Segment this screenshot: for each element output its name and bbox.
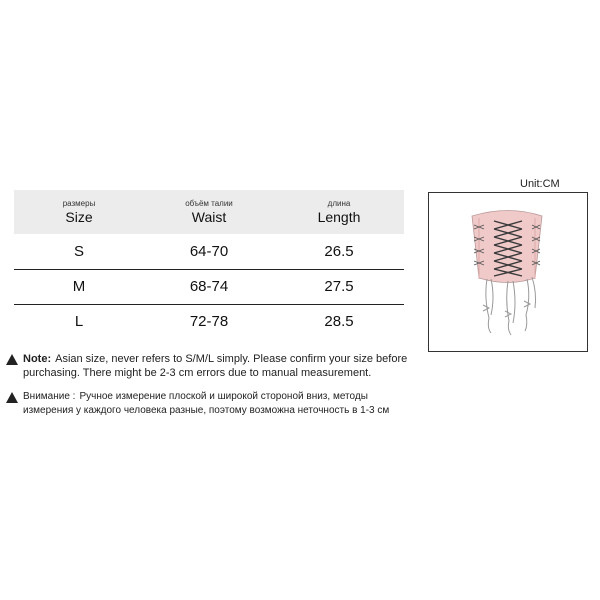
header-waist: [144, 190, 274, 234]
table-header-row: [14, 190, 404, 234]
table-row: [14, 304, 404, 339]
header-waist-en: Waist: [191, 208, 227, 225]
warning-icon: [6, 354, 18, 365]
header-length: [274, 190, 404, 234]
cell-size: M: [72, 278, 86, 295]
warning-icon: [6, 392, 18, 403]
ribbons: [483, 277, 536, 335]
header-size-en: Size: [65, 208, 93, 225]
cell-length: 26.5: [324, 242, 354, 260]
note-english-body: Asian size, never refers to S/M/L simply. Please confirm your size before purchasing. There might be 2-3 cm errors due to manual measurement.: [23, 353, 408, 379]
size-table: [14, 190, 404, 339]
corset-image: [429, 193, 587, 351]
cell-waist: 68-74: [189, 278, 229, 295]
table-row: [14, 234, 404, 269]
header-waist-ru: объём талии: [185, 198, 233, 208]
note-russian-label: Внимание :: [23, 391, 76, 402]
cell-length: 28.5: [324, 313, 354, 331]
note-english-label: Note:: [23, 353, 52, 365]
note-russian-body: Ручное измерение плоской и широкой стороной вниз, методы измерения у каждого человека разные, поэтому возможна неточность в 1-3 см: [23, 391, 390, 416]
cell-size: S: [73, 242, 84, 260]
cell-size: L: [74, 313, 84, 331]
note-english-text: [23, 352, 416, 380]
cell-waist: 64-70: [189, 242, 229, 260]
cell-length: 27.5: [324, 278, 354, 295]
note-russian: [6, 390, 416, 418]
note-russian-text: [23, 390, 416, 418]
header-length-ru: длина: [327, 198, 351, 208]
product-image-frame: [428, 192, 588, 352]
cell-waist: 72-78: [189, 313, 229, 331]
header-size-ru: размеры: [62, 198, 96, 208]
unit-label: Unit:CM: [520, 178, 560, 190]
table-row: [14, 269, 404, 304]
header-length-en: Length: [317, 208, 361, 225]
header-size: [14, 190, 144, 234]
note-english: [6, 352, 416, 380]
